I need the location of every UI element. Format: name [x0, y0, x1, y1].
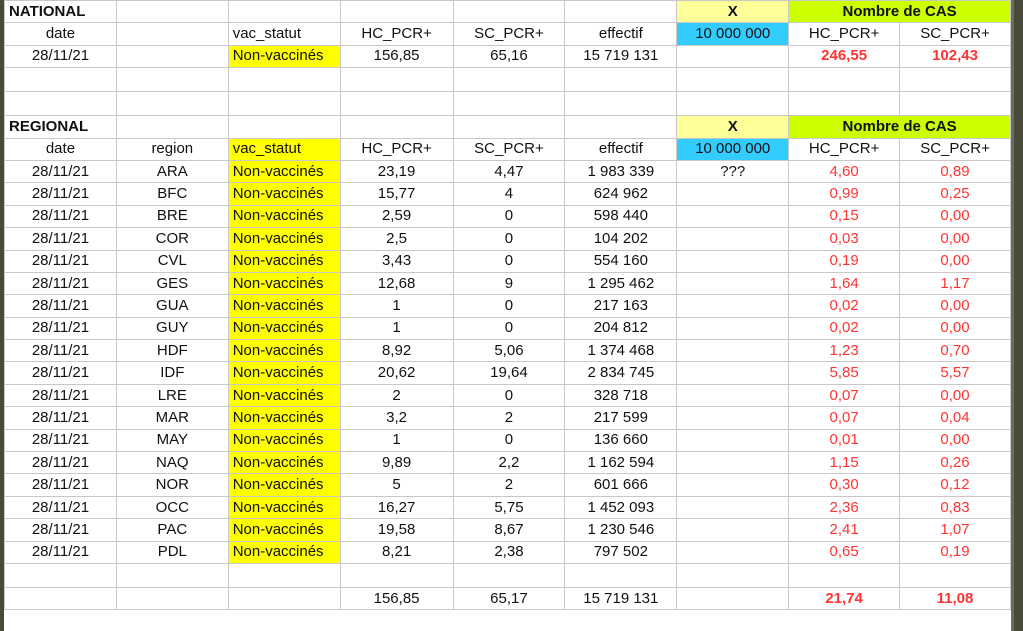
cell-x[interactable] — [677, 474, 789, 496]
cell-effectif[interactable]: 554 160 — [565, 250, 677, 272]
cell-x[interactable] — [677, 295, 789, 317]
cell-effectif[interactable]: 601 666 — [565, 474, 677, 496]
cell-x[interactable] — [677, 205, 789, 227]
cell-vac-statut[interactable]: Non-vaccinés — [228, 407, 340, 429]
cell-cas-hc[interactable]: 1,23 — [789, 340, 900, 362]
cell-cas-hc[interactable]: 1,15 — [789, 452, 900, 474]
cell-region[interactable]: LRE — [116, 384, 228, 406]
cell-vac-statut[interactable]: Non-vaccinés — [228, 183, 340, 205]
cell-hc[interactable]: 5 — [340, 474, 453, 496]
cell-sc[interactable]: 2 — [453, 474, 565, 496]
cell-effectif[interactable]: 204 812 — [565, 317, 677, 339]
header-vac-statut[interactable]: vac_statut — [228, 138, 340, 160]
total-cas-sc[interactable]: 11,08 — [900, 587, 1011, 609]
cell-cas-hc[interactable]: 0,02 — [789, 317, 900, 339]
cell-vac-statut[interactable]: Non-vaccinés — [228, 250, 340, 272]
cell-vac-statut[interactable]: Non-vaccinés — [228, 160, 340, 182]
table-row — [5, 429, 1011, 451]
header-cas-hc[interactable]: HC_PCR+ — [789, 23, 900, 45]
cell-x[interactable]: ??? — [677, 160, 789, 182]
cell-cas-sc[interactable]: 0,00 — [900, 317, 1011, 339]
cell-effectif[interactable]: 217 599 — [565, 407, 677, 429]
cell-date[interactable]: 28/11/21 — [5, 272, 117, 294]
table-row — [5, 160, 1011, 182]
cell-hc[interactable]: 15,77 — [340, 183, 453, 205]
cas-label[interactable]: Nombre de CAS — [789, 1, 1011, 23]
table-row — [5, 407, 1011, 429]
cell-cas-hc[interactable]: 2,36 — [789, 496, 900, 518]
empty-row — [5, 92, 1011, 116]
cell-vac-statut[interactable]: Non-vaccinés — [228, 519, 340, 541]
cell-date[interactable]: 28/11/21 — [5, 317, 117, 339]
cell-cas-sc[interactable]: 0,70 — [900, 340, 1011, 362]
header-region[interactable]: region — [116, 138, 228, 160]
cell-cas-sc[interactable]: 0,26 — [900, 452, 1011, 474]
cell-cas-sc[interactable]: 0,00 — [900, 384, 1011, 406]
cell-x[interactable] — [677, 183, 789, 205]
cell-effectif[interactable]: 797 502 — [565, 541, 677, 563]
header-cas-sc[interactable]: SC_PCR+ — [900, 23, 1011, 45]
spreadsheet — [4, 0, 1014, 631]
regional-title-row — [5, 116, 1011, 138]
cell-vac-statut[interactable]: Non-vaccinés — [228, 317, 340, 339]
header-date[interactable]: date — [5, 23, 117, 45]
cell-sc[interactable]: 2,38 — [453, 541, 565, 563]
total-effectif[interactable]: 15 719 131 — [565, 587, 677, 609]
cell-region[interactable]: CVL — [116, 250, 228, 272]
total-cas-hc[interactable]: 21,74 — [789, 587, 900, 609]
cell-cas-hc[interactable]: 0,03 — [789, 228, 900, 250]
cell-date[interactable]: 28/11/21 — [5, 160, 117, 182]
cell-date[interactable]: 28/11/21 — [5, 295, 117, 317]
cell-hc[interactable]: 8,92 — [340, 340, 453, 362]
cell-sc[interactable]: 4 — [453, 183, 565, 205]
national-data-row — [5, 45, 1011, 67]
cell-cas-hc[interactable]: 5,85 — [789, 362, 900, 384]
header-date[interactable]: date — [5, 138, 117, 160]
table-row — [5, 452, 1011, 474]
cell-cas-sc[interactable]: 0,12 — [900, 474, 1011, 496]
cell-cas-sc[interactable]: 0,00 — [900, 250, 1011, 272]
table-row — [5, 250, 1011, 272]
cell-date[interactable]: 28/11/21 — [5, 340, 117, 362]
cell-cas-sc[interactable]: 0,89 — [900, 160, 1011, 182]
cell-region[interactable]: MAR — [116, 407, 228, 429]
cell-vac-statut[interactable]: Non-vaccinés — [228, 45, 340, 67]
cell-hc[interactable]: 16,27 — [340, 496, 453, 518]
cell-hc[interactable]: 20,62 — [340, 362, 453, 384]
total-sc[interactable]: 65,17 — [453, 587, 565, 609]
cell-region[interactable]: OCC — [116, 496, 228, 518]
cell-x[interactable] — [677, 541, 789, 563]
cell-cas-hc[interactable]: 0,02 — [789, 295, 900, 317]
cell-hc[interactable]: 3,2 — [340, 407, 453, 429]
cell-hc[interactable]: 23,19 — [340, 160, 453, 182]
cell-vac-statut[interactable]: Non-vaccinés — [228, 452, 340, 474]
header-vac-statut[interactable]: vac_statut — [228, 23, 340, 45]
national-title[interactable]: NATIONAL — [5, 1, 117, 23]
cell-vac-statut[interactable]: Non-vaccinés — [228, 295, 340, 317]
header-cas-sc[interactable]: SC_PCR+ — [900, 138, 1011, 160]
cell-effectif[interactable]: 104 202 — [565, 228, 677, 250]
cell-x[interactable] — [677, 362, 789, 384]
cell-x[interactable] — [677, 228, 789, 250]
cell-region[interactable]: IDF — [116, 362, 228, 384]
cell-sc[interactable]: 0 — [453, 228, 565, 250]
cell-cas-hc[interactable]: 0,19 — [789, 250, 900, 272]
cell-region[interactable]: ARA — [116, 160, 228, 182]
cell-cas-sc[interactable]: 0,00 — [900, 205, 1011, 227]
cell-date[interactable]: 28/11/21 — [5, 407, 117, 429]
cell-hc[interactable]: 9,89 — [340, 452, 453, 474]
cell-x[interactable] — [677, 340, 789, 362]
cell-effectif[interactable]: 624 962 — [565, 183, 677, 205]
cell-cas-hc[interactable]: 0,07 — [789, 384, 900, 406]
table-row — [5, 362, 1011, 384]
cell-cas-hc[interactable]: 0,30 — [789, 474, 900, 496]
cell-sc[interactable]: 4,47 — [453, 160, 565, 182]
cell-vac-statut[interactable]: Non-vaccinés — [228, 362, 340, 384]
cell-cas-sc[interactable]: 0,25 — [900, 183, 1011, 205]
cell-sc[interactable]: 65,16 — [453, 45, 565, 67]
cell-date[interactable]: 28/11/21 — [5, 452, 117, 474]
table-row — [5, 519, 1011, 541]
cell-effectif[interactable]: 217 163 — [565, 295, 677, 317]
cell-effectif[interactable]: 1 295 462 — [565, 272, 677, 294]
cell-effectif[interactable]: 2 834 745 — [565, 362, 677, 384]
x-label[interactable]: X — [677, 116, 789, 138]
table-row — [5, 340, 1011, 362]
cell-effectif[interactable]: 15 719 131 — [565, 45, 677, 67]
cell-hc[interactable]: 1 — [340, 295, 453, 317]
cell-cas-sc[interactable]: 0,00 — [900, 295, 1011, 317]
cell-hc[interactable]: 3,43 — [340, 250, 453, 272]
cell-date[interactable]: 28/11/21 — [5, 384, 117, 406]
cell-x[interactable] — [677, 250, 789, 272]
cell-effectif[interactable]: 1 983 339 — [565, 160, 677, 182]
cell-sc[interactable]: 0 — [453, 205, 565, 227]
cell-sc[interactable]: 8,67 — [453, 519, 565, 541]
cell-vac-statut[interactable]: Non-vaccinés — [228, 228, 340, 250]
cell-sc[interactable]: 5,06 — [453, 340, 565, 362]
cell-sc[interactable]: 0 — [453, 295, 565, 317]
header-sc[interactable]: SC_PCR+ — [453, 23, 565, 45]
cell-sc[interactable]: 9 — [453, 272, 565, 294]
header-hc[interactable]: HC_PCR+ — [340, 23, 453, 45]
total-hc[interactable]: 156,85 — [340, 587, 453, 609]
x-value[interactable]: 10 000 000 — [677, 138, 789, 160]
cell-cas-hc[interactable]: 0,99 — [789, 183, 900, 205]
empty-row — [5, 563, 1011, 587]
cell-vac-statut[interactable]: Non-vaccinés — [228, 429, 340, 451]
cell-hc[interactable]: 2,59 — [340, 205, 453, 227]
cell-vac-statut[interactable]: Non-vaccinés — [228, 384, 340, 406]
cell-region[interactable]: NOR — [116, 474, 228, 496]
x-label[interactable]: X — [677, 1, 789, 23]
cell-x[interactable] — [677, 496, 789, 518]
cell-date[interactable]: 28/11/21 — [5, 541, 117, 563]
cell-date[interactable]: 28/11/21 — [5, 496, 117, 518]
cell-effectif[interactable]: 328 718 — [565, 384, 677, 406]
header-cas-hc[interactable]: HC_PCR+ — [789, 138, 900, 160]
table-row — [5, 474, 1011, 496]
cell-cas-hc[interactable]: 0,65 — [789, 541, 900, 563]
cell-hc[interactable]: 8,21 — [340, 541, 453, 563]
cell-cas-sc[interactable]: 1,07 — [900, 519, 1011, 541]
cell-vac-statut[interactable]: Non-vaccinés — [228, 205, 340, 227]
cell-hc[interactable]: 156,85 — [340, 45, 453, 67]
cell-date[interactable]: 28/11/21 — [5, 250, 117, 272]
header-effectif[interactable]: effectif — [565, 23, 677, 45]
cell-effectif[interactable]: 136 660 — [565, 429, 677, 451]
table-row — [5, 183, 1011, 205]
table-row — [5, 317, 1011, 339]
cell-x[interactable] — [677, 384, 789, 406]
cell-x[interactable] — [677, 407, 789, 429]
header-sc[interactable]: SC_PCR+ — [453, 138, 565, 160]
cell-region[interactable]: COR — [116, 228, 228, 250]
cell-sc[interactable]: 0 — [453, 250, 565, 272]
cell-cas-sc[interactable]: 0,04 — [900, 407, 1011, 429]
cell-date[interactable]: 28/11/21 — [5, 474, 117, 496]
cell-region[interactable]: BFC — [116, 183, 228, 205]
cell-cas-sc[interactable]: 102,43 — [900, 45, 1011, 67]
table-row — [5, 384, 1011, 406]
cell-cas-sc[interactable]: 5,57 — [900, 362, 1011, 384]
header-hc[interactable]: HC_PCR+ — [340, 138, 453, 160]
cell-cas-sc[interactable]: 0,00 — [900, 228, 1011, 250]
cell-vac-statut[interactable]: Non-vaccinés — [228, 541, 340, 563]
cell-sc[interactable]: 2 — [453, 407, 565, 429]
cell-date[interactable]: 28/11/21 — [5, 429, 117, 451]
regional-header-row — [5, 138, 1011, 160]
spreadsheet-grid — [4, 0, 1011, 610]
cell-hc[interactable]: 1 — [340, 317, 453, 339]
cell-date[interactable]: 28/11/21 — [5, 183, 117, 205]
cell-hc[interactable]: 2 — [340, 384, 453, 406]
cell-sc[interactable]: 5,75 — [453, 496, 565, 518]
cell-hc[interactable]: 1 — [340, 429, 453, 451]
table-row — [5, 228, 1011, 250]
cell-cas-hc[interactable]: 246,55 — [789, 45, 900, 67]
cell-date[interactable]: 28/11/21 — [5, 362, 117, 384]
x-value[interactable]: 10 000 000 — [677, 23, 789, 45]
cell-hc[interactable]: 2,5 — [340, 228, 453, 250]
cell-effectif[interactable]: 1 374 468 — [565, 340, 677, 362]
table-row — [5, 541, 1011, 563]
cell-region[interactable]: GUY — [116, 317, 228, 339]
national-title-row — [5, 1, 1011, 23]
cell-x[interactable] — [677, 519, 789, 541]
cell-cas-hc[interactable]: 2,41 — [789, 519, 900, 541]
empty-row — [5, 68, 1011, 92]
cell-cas-sc[interactable]: 0,83 — [900, 496, 1011, 518]
cell-sc[interactable]: 2,2 — [453, 452, 565, 474]
cell-cas-sc[interactable]: 1,17 — [900, 272, 1011, 294]
header-effectif[interactable]: effectif — [565, 138, 677, 160]
totals-row — [5, 587, 1011, 609]
table-row — [5, 205, 1011, 227]
table-row — [5, 272, 1011, 294]
cell-effectif[interactable]: 1 230 546 — [565, 519, 677, 541]
cell-x[interactable] — [677, 452, 789, 474]
cell-date[interactable]: 28/11/21 — [5, 205, 117, 227]
cell-sc[interactable]: 19,64 — [453, 362, 565, 384]
cell-vac-statut[interactable]: Non-vaccinés — [228, 340, 340, 362]
cell-region[interactable]: BRE — [116, 205, 228, 227]
national-header-row — [5, 23, 1011, 45]
cell-cas-hc[interactable]: 0,07 — [789, 407, 900, 429]
cell-date[interactable]: 28/11/21 — [5, 519, 117, 541]
cell-x[interactable] — [677, 429, 789, 451]
cell-x[interactable] — [677, 272, 789, 294]
cell-region[interactable]: MAY — [116, 429, 228, 451]
cell-effectif[interactable]: 1 452 093 — [565, 496, 677, 518]
cell-vac-statut[interactable]: Non-vaccinés — [228, 272, 340, 294]
cell-vac-statut[interactable]: Non-vaccinés — [228, 496, 340, 518]
cell-cas-hc[interactable]: 4,60 — [789, 160, 900, 182]
table-row — [5, 496, 1011, 518]
cell-sc[interactable]: 0 — [453, 429, 565, 451]
cell-sc[interactable]: 0 — [453, 384, 565, 406]
cell-date[interactable]: 28/11/21 — [5, 228, 117, 250]
cas-label[interactable]: Nombre de CAS — [789, 116, 1011, 138]
cell-cas-sc[interactable]: 0,00 — [900, 429, 1011, 451]
regional-title[interactable]: REGIONAL — [5, 116, 117, 138]
cell-date[interactable]: 28/11/21 — [5, 45, 117, 67]
cell-cas-hc[interactable]: 0,15 — [789, 205, 900, 227]
cell-cas-sc[interactable]: 0,19 — [900, 541, 1011, 563]
cell-region[interactable]: GES — [116, 272, 228, 294]
cell-region[interactable]: PAC — [116, 519, 228, 541]
cell-hc[interactable]: 12,68 — [340, 272, 453, 294]
cell-hc[interactable]: 19,58 — [340, 519, 453, 541]
cell-region[interactable]: GUA — [116, 295, 228, 317]
table-row — [5, 295, 1011, 317]
cell-vac-statut[interactable]: Non-vaccinés — [228, 474, 340, 496]
cell-effectif[interactable]: 598 440 — [565, 205, 677, 227]
cell-sc[interactable]: 0 — [453, 317, 565, 339]
cell-region[interactable]: PDL — [116, 541, 228, 563]
cell-effectif[interactable]: 1 162 594 — [565, 452, 677, 474]
cell-cas-hc[interactable]: 1,64 — [789, 272, 900, 294]
cell-x[interactable] — [677, 317, 789, 339]
cell-cas-hc[interactable]: 0,01 — [789, 429, 900, 451]
cell-region[interactable]: NAQ — [116, 452, 228, 474]
cell-region[interactable]: HDF — [116, 340, 228, 362]
